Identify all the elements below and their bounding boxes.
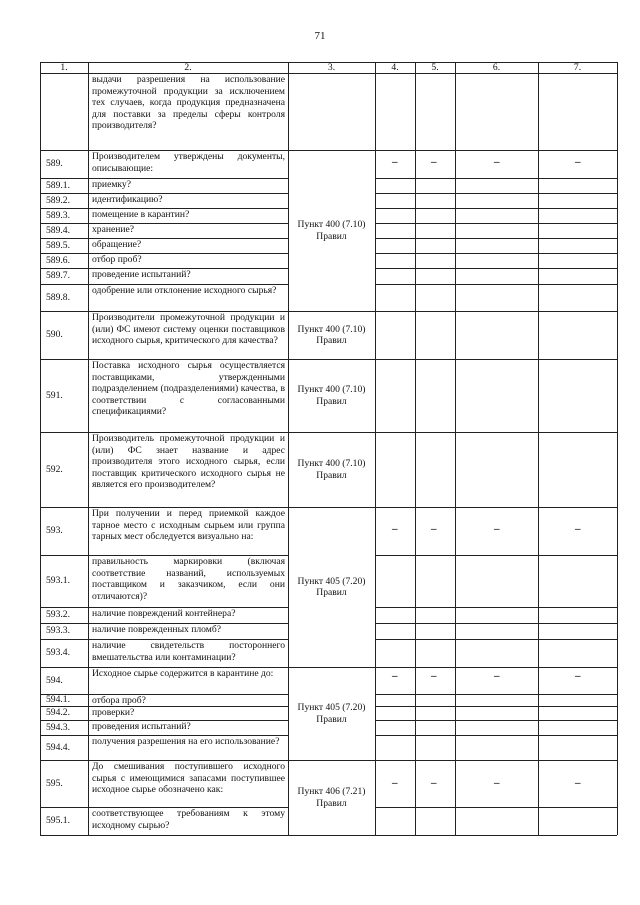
row-number: 595.: [46, 777, 63, 789]
dash-mark: –: [575, 156, 581, 168]
regulation-reference: [290, 507, 373, 667]
row-number: 589.8.: [46, 291, 70, 303]
page-number: 71: [314, 30, 326, 42]
row-number: 591.: [46, 389, 63, 401]
dash-mark: –: [494, 777, 500, 789]
row-number: 589.4.: [46, 224, 70, 236]
table-row-divider: [375, 807, 617, 808]
table-row-divider: [40, 432, 617, 433]
table-row-divider: [40, 694, 288, 695]
requirement-text: Поставка исходного сырья осуществляется поставщиками, утвержденными подразделением (подразделениями) качества, в соответствии с согласованными спецификациями?: [92, 360, 285, 417]
dash-mark: –: [575, 670, 581, 682]
regulation-ref-clause: Пункт 400 (7.10): [297, 323, 366, 335]
requirement-text: наличие поврежденных пломб?: [92, 624, 221, 635]
requirement-text: правильность маркировки (включая соответствие названий, используемых поставщиком и заказчиком, если они отличаются)?: [92, 556, 285, 602]
regulation-ref-clause: Пункт 400 (7.10): [297, 384, 366, 395]
column-header-6: 6.: [492, 62, 501, 73]
table-row-divider: [40, 639, 288, 640]
requirement-text: помещение в карантин?: [92, 209, 190, 220]
dash-mark: –: [392, 523, 398, 535]
dash-mark: –: [575, 523, 581, 535]
row-number: 589.: [46, 158, 63, 170]
requirement-text: соответствующее требованиям к этому исходному сырью?: [92, 808, 285, 831]
row-number: [40, 73, 88, 150]
dash-mark: –: [392, 777, 398, 789]
requirement-text: идентификацию?: [92, 194, 163, 205]
row-number: 592.: [46, 463, 63, 475]
row-number: 594.2.: [46, 707, 70, 719]
table-row-divider: [375, 623, 617, 624]
row-number: 594.: [46, 674, 63, 686]
regulation-ref-clause: Пункт 400 (7.10): [297, 219, 366, 230]
requirement-text: получения разрешения на его использование?: [92, 736, 280, 747]
table-row-divider: [375, 706, 617, 707]
table-row-divider: [40, 706, 288, 707]
regulation-ref-clause: Пункт 405 (7.20): [297, 702, 366, 713]
regulation-ref-doc: Правил: [316, 713, 347, 725]
table-row-divider: [40, 507, 617, 508]
requirement-text: До смешивания поступившего исходного сырья с имеющимися запасами поступившее исходное сырье обозначено как:: [92, 761, 285, 795]
column-header-4: 4.: [391, 62, 399, 73]
table-row-divider: [40, 720, 288, 721]
table-border: [40, 835, 617, 836]
table-row-divider: [40, 253, 288, 254]
table-border: [617, 62, 618, 835]
dash-mark: –: [494, 523, 500, 535]
dash-mark: –: [392, 670, 398, 682]
regulation-ref-doc: Правил: [316, 797, 347, 809]
requirement-text: Производителем утверждены документы, описывающие:: [92, 151, 285, 174]
table-row-divider: [40, 178, 288, 179]
table-row-divider: [375, 639, 617, 640]
table-row-divider: [375, 284, 617, 285]
row-number: 590.: [46, 329, 63, 341]
table-row-divider: [375, 193, 617, 194]
requirement-text: проверки?: [92, 707, 135, 718]
table-row-divider: [40, 208, 288, 209]
table-row-divider: [375, 253, 617, 254]
table-row-divider: [40, 667, 617, 668]
regulation-ref-doc: Правил: [316, 395, 347, 407]
row-number: 593.2.: [46, 609, 70, 621]
column-header-3: 3.: [327, 62, 336, 73]
regulation-ref-doc: Правил: [316, 469, 347, 481]
table-row-divider: [375, 208, 617, 209]
column-header-5: 5.: [431, 62, 439, 73]
table-column-divider: [288, 62, 289, 835]
row-number: 595.1.: [46, 815, 70, 827]
requirement-text: проведение испытаний?: [92, 269, 191, 280]
requirement-text: наличие свидетельств постороннего вмешательства или контаминации?: [92, 640, 285, 663]
table-row-divider: [40, 150, 617, 151]
regulation-ref-doc: Правил: [316, 230, 347, 242]
dash-mark: –: [575, 777, 581, 789]
dash-mark: –: [494, 670, 500, 682]
table-row-divider: [40, 268, 288, 269]
row-number: 589.1.: [46, 179, 70, 191]
requirement-text: выдачи разрешения на использование промежуточной продукции за исключением тех случаев, когда продукция предназначена для поставки за пределы сферы контроля производителя?: [92, 74, 285, 131]
regulation-ref-clause: Пункт 405 (7.20): [297, 575, 366, 587]
requirement-text: проведения испытаний?: [92, 721, 191, 732]
requirement-text: хранение?: [92, 224, 135, 235]
table-row-divider: [40, 607, 288, 608]
requirement-text: Исходное сырье содержится в карантине до:: [92, 668, 274, 679]
table-row-divider: [375, 694, 617, 695]
table-row-divider: [40, 238, 288, 239]
requirement-text: отбора проб?: [92, 695, 146, 706]
dash-mark: –: [494, 156, 500, 168]
row-number: 593.4.: [46, 647, 70, 659]
column-header-7: 7.: [573, 62, 582, 73]
dash-mark: –: [431, 777, 437, 789]
table-row-divider: [40, 807, 288, 808]
row-number: 589.6.: [46, 254, 70, 266]
row-number: 593.: [46, 525, 63, 537]
table-row-divider: [40, 359, 617, 360]
table-row-divider: [40, 73, 617, 74]
row-number: 593.3.: [46, 625, 70, 637]
requirement-text: наличие повреждений контейнера?: [92, 608, 236, 619]
table-row-divider: [375, 720, 617, 721]
row-number: 594.3.: [46, 721, 70, 733]
checklist-table: [40, 62, 617, 852]
regulation-ref-clause: Пункт 400 (7.10): [297, 458, 366, 469]
requirement-text: одобрение или отклонение исходного сырья?: [92, 285, 277, 296]
regulation-reference: [290, 432, 373, 507]
column-header-1: 1.: [60, 62, 68, 73]
table-row-divider: [40, 555, 288, 556]
regulation-reference: [290, 359, 373, 432]
table-row-divider: [375, 238, 617, 239]
dash-mark: –: [431, 156, 437, 168]
table-row-divider: [40, 223, 288, 224]
table-border: [40, 62, 617, 63]
row-number: 594.4.: [46, 741, 70, 753]
table-row-divider: [40, 193, 288, 194]
dash-mark: –: [431, 670, 437, 682]
table-row-divider: [40, 311, 617, 312]
row-number: 589.2.: [46, 194, 70, 206]
table-row-divider: [375, 607, 617, 608]
row-number: 594.1.: [46, 694, 70, 706]
regulation-reference: [290, 311, 373, 359]
table-row-divider: [375, 735, 617, 736]
requirement-text: Производитель промежуточной продукции и (или) ФС знает название и адрес производителя этого исходного сырья, если поставщик критического исходного сырья не является его производителем?: [92, 433, 285, 490]
row-number: 589.7.: [46, 270, 70, 282]
table-row-divider: [40, 735, 288, 736]
row-number: 593.1.: [46, 575, 70, 587]
dash-mark: –: [392, 156, 398, 168]
requirement-text: отбор проб?: [92, 254, 142, 265]
requirement-text: Производители промежуточной продукции и (или) ФС имеют систему оценки поставщиков исходного сырья, критического для качества?: [92, 312, 285, 346]
regulation-ref-doc: Правил: [316, 587, 347, 598]
row-number: 589.3.: [46, 209, 70, 221]
requirement-text: обращение?: [92, 239, 142, 250]
table-row-divider: [40, 284, 288, 285]
table-row-divider: [375, 268, 617, 269]
dash-mark: –: [431, 523, 437, 535]
table-row-divider: [40, 760, 617, 761]
table-row-divider: [40, 623, 288, 624]
table-row-divider: [375, 555, 617, 556]
regulation-reference: [290, 150, 373, 311]
regulation-ref-clause: Пункт 406 (7.21): [297, 786, 366, 797]
requirement-text: приемку?: [92, 179, 131, 190]
table-row-divider: [375, 178, 617, 179]
regulation-reference: [290, 760, 373, 835]
regulation-reference: [290, 667, 373, 760]
regulation-ref-doc: Правил: [316, 335, 347, 346]
column-header-2: 2.: [184, 62, 192, 73]
row-number: 589.5.: [46, 239, 70, 251]
requirement-text: При получении и перед приемкой каждое тарное место с исходным сырьем или группа тарных мест обследуется визуально на:: [92, 508, 285, 542]
table-row-divider: [375, 223, 617, 224]
